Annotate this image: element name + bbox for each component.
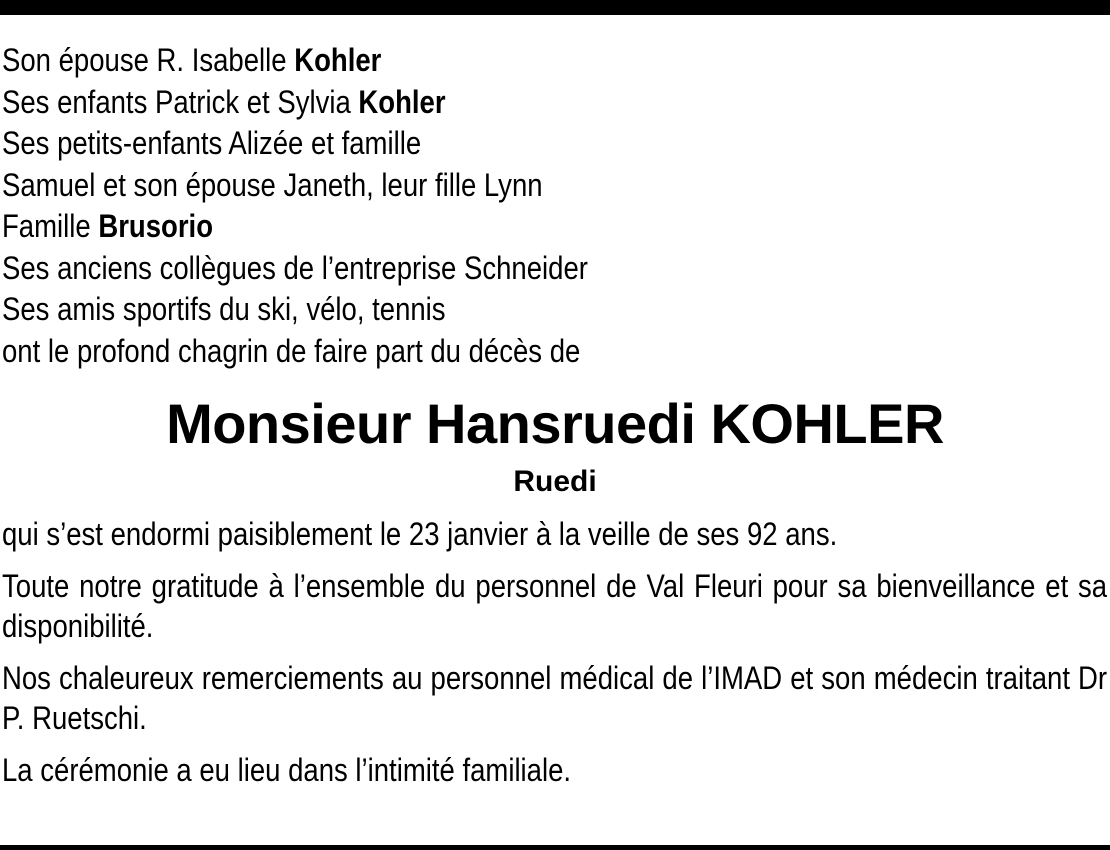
family-line-spouse xyxy=(2,40,953,82)
family-line-friends xyxy=(2,289,953,331)
family-surname: Kohler xyxy=(358,83,446,120)
family-surname: Brusorio xyxy=(98,208,214,244)
family-line-samuel xyxy=(2,165,953,207)
family-line-text: ont le profond chagrin de faire part du décès de xyxy=(2,332,581,369)
ceremony-paragraph: La cérémonie a eu lieu dans l’intimité familiale. xyxy=(2,752,572,788)
family-surname: Kohler xyxy=(294,42,382,78)
family-line-text: Famille xyxy=(2,208,99,244)
notice-body xyxy=(2,514,1108,790)
family-line-text: Samuel et son épouse Janeth, leur fille Lynn xyxy=(2,166,543,203)
deceased-nickname: Ruedi xyxy=(513,465,597,498)
thanks-paragraph: Nos chaleureux remerciements au personnel médical de l’IMAD et son médecin traitant Dr P. Ruetschi. xyxy=(2,660,1108,736)
family-line-text: Ses anciens collègues de l’entreprise Schneider xyxy=(2,249,588,286)
family-line-children xyxy=(2,82,953,124)
family-line-text: Ses amis sportifs du ski, vélo, tennis xyxy=(2,291,446,327)
family-list xyxy=(2,40,1108,372)
gratitude-paragraph: Toute notre gratitude à l’ensemble du personnel de Val Fleuri pour sa bienveillance et sa disponibilité. xyxy=(2,568,1108,644)
passing-paragraph: qui s’est endormi paisiblement le 23 janvier à la veille de ses 92 ans. xyxy=(2,516,838,552)
family-line-text: Son épouse R. Isabelle xyxy=(2,42,295,78)
family-line-grandchildren xyxy=(2,123,953,165)
announcement-line xyxy=(2,331,953,373)
deceased-name: Monsieur Hansruedi KOHLER xyxy=(166,392,944,455)
family-line-text: Ses petits-enfants Alizée et famille xyxy=(2,125,422,161)
family-line-brusorio xyxy=(2,206,953,248)
death-notice xyxy=(2,40,1108,802)
family-line-colleagues xyxy=(2,248,953,290)
top-border-rule xyxy=(0,0,1110,15)
family-line-text: Ses enfants Patrick et Sylvia xyxy=(2,83,359,120)
bottom-border-rule xyxy=(0,845,1110,850)
